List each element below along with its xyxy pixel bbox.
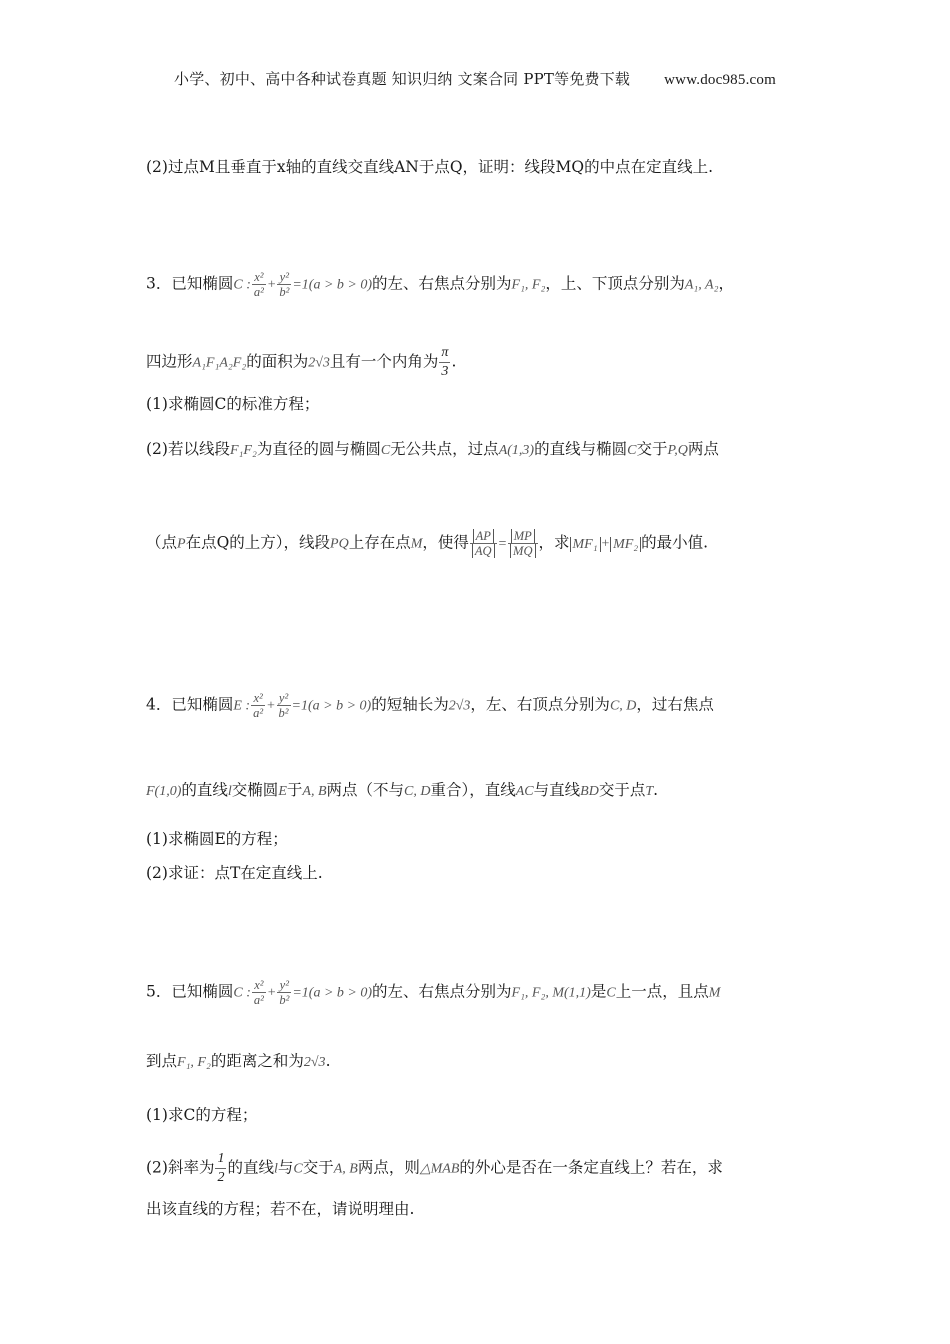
p3-angle [439,344,450,381]
p4-text: 于 [286,781,303,799]
p3-mf2: MF₂ [610,537,641,552]
problem-3-q1 [146,393,319,415]
problem-5-q1 [146,1104,257,1126]
p3-text: 的左、右焦点分别为 [372,274,512,293]
p5-ab: A, B [333,1161,358,1177]
p5-M: M [708,985,721,1001]
frac-num: y² [277,270,291,285]
frac-den: b² [278,706,289,720]
page-header [0,68,950,89]
p3-pq: P,Q [667,443,688,458]
p5-sum: 2√3 [303,1055,326,1070]
p3-foci: F₁, F₂ [511,277,546,293]
p5-text: 两点，则 [357,1158,420,1177]
p5-text: 是 [590,982,607,1001]
problem-5-line2 [146,1050,331,1074]
p5-text: (2)斜率为 [146,1158,215,1177]
p3-text: 两点 [687,440,719,458]
p3-ratio-left [470,529,497,558]
p4-q2: (2)求证：点T在定直线上. [146,864,323,882]
p5-eq-head: C : [233,985,251,1001]
p4-bd: BD [580,784,599,799]
p5-l: l [273,1161,278,1177]
plus: + [266,985,277,1001]
p4-cd: C, D [609,698,637,714]
p3-q1: (1)求椭圆C的标准方程； [146,395,320,413]
p3-area: 2√3 [308,355,330,371]
p4-text: . [653,781,659,799]
p5-slope [215,1150,226,1187]
plus: + [266,698,276,714]
problem-4-q2 [146,862,323,884]
abs-mp: MP [511,529,535,543]
p4-text: ，左、右顶点分别为 [470,695,610,714]
p5-foci: F₁, F₂, M(1,1) [511,985,591,1001]
p4-text: 交椭圆 [231,781,279,799]
p4-E: E [278,784,287,799]
p5-C: C [293,1161,303,1177]
p5-text: 的距离之和为 [210,1052,304,1070]
p3-quad: A₁F₁A₂F₂ [192,355,247,371]
p3-frac-y [277,270,291,299]
p5-number: 5．已知椭圆 [146,982,234,1001]
problem-5-line1 [146,978,720,1007]
p3-text: . [451,352,457,371]
p3-C: C [627,443,637,458]
frac-num: x² [252,270,266,285]
p5-text: 与 [277,1158,294,1177]
p4-text: 的直线 [181,781,228,799]
problem-3-q2-line1 [146,438,719,462]
frac-den: a² [253,706,264,720]
problem-3-q2-line2: （点P在点Q的上方），线段PQ上存在点M，使得 $\frac{AP}{AQ}$ = $\frac{MP}{MQ}$ ，求 MF₁ + MF₂ 的最小值. [146,529,709,558]
p3-text: 的直线与椭圆 [534,440,628,458]
p5-text: 的外心是否在一条定直线上？若在，求 [459,1158,723,1177]
p3-point-a: A(1,3) [498,443,535,458]
p5-triangle: △MAB [419,1161,460,1177]
p3-text: ，使得 [422,533,469,552]
abs-ap: AP [473,529,494,543]
p5-text: 的直线 [227,1158,274,1177]
p5-text: 出该直线的方程；若不在，请说明理由. [146,1200,415,1218]
p4-text: 两点（不与 [326,781,405,799]
p4-number: 4．已知椭圆 [146,695,234,714]
problem-2-part2 [146,156,713,178]
frac-den: a² [253,993,264,1007]
p4-focus: F(1,0) [146,784,182,799]
p3-frac-x [252,270,266,299]
p3-C: C [380,443,391,458]
p4-q1: (1)求椭圆E的方程； [146,830,288,848]
p4-eq-head: E : [233,698,251,714]
p4-text: 的短轴长为 [371,695,449,714]
p3-seg: F₁F₂ [229,443,257,458]
p3-text: 四边形 [146,352,193,371]
p3-text: （点 [146,533,178,552]
p5-text: 上一点，且点 [615,982,709,1001]
p3-text: 且有一个内角为 [329,352,439,371]
p5-eq-tail: =1(a > b > 0) [292,985,372,1001]
frac-den: b² [279,285,290,299]
p4-text: 交于点 [598,781,646,799]
p3-eq-tail: =1(a > b > 0) [292,277,372,293]
frac-den: b² [279,993,290,1007]
p5-text: 交于 [302,1158,334,1177]
problem-5-q2-line2 [146,1198,414,1220]
p4-T: T [645,784,654,799]
p3-text: 上存在点 [348,533,411,552]
p4-l: l [227,784,232,799]
p3-mf1: MF₁ [570,537,601,552]
p3-text: 无公共点，过点 [390,440,499,458]
problem-3-line2 [146,344,456,381]
p3-text: (2)若以线段 [146,440,230,458]
frac-num: x² [251,691,265,706]
frac-num: y² [277,691,291,706]
p3-M: M [410,536,423,552]
p3-text: 的最小值. [641,533,709,552]
p4-frac-x [251,691,265,720]
header-text: 小学、初中、高中各种试卷真题 知识归纳 文案合同 PPT等免费下载 [174,70,631,88]
p5-f12: F₁, F₂ [177,1055,211,1070]
plus: + [266,277,277,293]
p3-text: 为直径的圆与椭圆 [256,440,381,458]
p3-text: ，求 [538,533,570,552]
header-site: www.doc985.com [664,72,776,88]
p3-vertices: A₁, A₂ [684,277,719,293]
p5-frac-x [252,978,266,1007]
p4-text: 与直线 [533,781,581,799]
frac-num: π [439,344,450,363]
frac-num: y² [277,978,291,993]
p4-text: ，过右焦点 [636,695,714,714]
problem-4-q1 [146,828,288,850]
p4-text: 重合），直线 [430,781,516,799]
problem-4-line2 [146,779,658,803]
frac-num: x² [252,978,266,993]
p5-q1: (1)求C的方程； [146,1106,258,1124]
p3-ratio-right [508,529,537,558]
p5-text: 的左、右焦点分别为 [372,982,512,1001]
problem-5-q2-line1 [146,1150,723,1187]
p5-frac-y [277,978,291,1007]
abs-aq: AQ [472,544,495,558]
p3-pq-seg: PQ [330,536,349,552]
frac-den: 3 [441,364,449,379]
frac-den: 2 [217,1170,225,1185]
p3-text: ， [718,274,734,293]
p4-eq-tail: =1(a > b > 0) [291,698,372,714]
p5-text: 到点 [146,1052,178,1070]
p3-text: 交于 [636,440,668,458]
p4-ab: A, B [302,784,327,799]
frac-num: 1 [215,1150,226,1169]
frac-den: a² [253,285,264,299]
p4-len: 2√3 [448,698,471,714]
p3-text: 在点Q的上方），线段 [185,533,331,552]
p3-number: 3．已知椭圆 [146,274,234,293]
p4-cd: C, D [404,784,431,799]
p3-P: P [177,536,186,552]
p3-text: 的面积为 [246,352,309,371]
p3-eq-head: C : [233,277,251,293]
p5-text: . [325,1052,331,1070]
abs-mq: MQ [510,544,535,558]
p5-C: C [606,985,616,1001]
p4-frac-y [277,691,291,720]
p4-ac: AC [515,784,534,799]
p3-text: ，上、下顶点分别为 [545,274,685,293]
problem-3-line1 [146,270,734,299]
problem-4-line1 [146,691,714,720]
p2-q2-text: (2)过点M且垂直于x轴的直线交直线AN于点Q，证明：线段MQ的中点在定直线上. [146,158,714,176]
